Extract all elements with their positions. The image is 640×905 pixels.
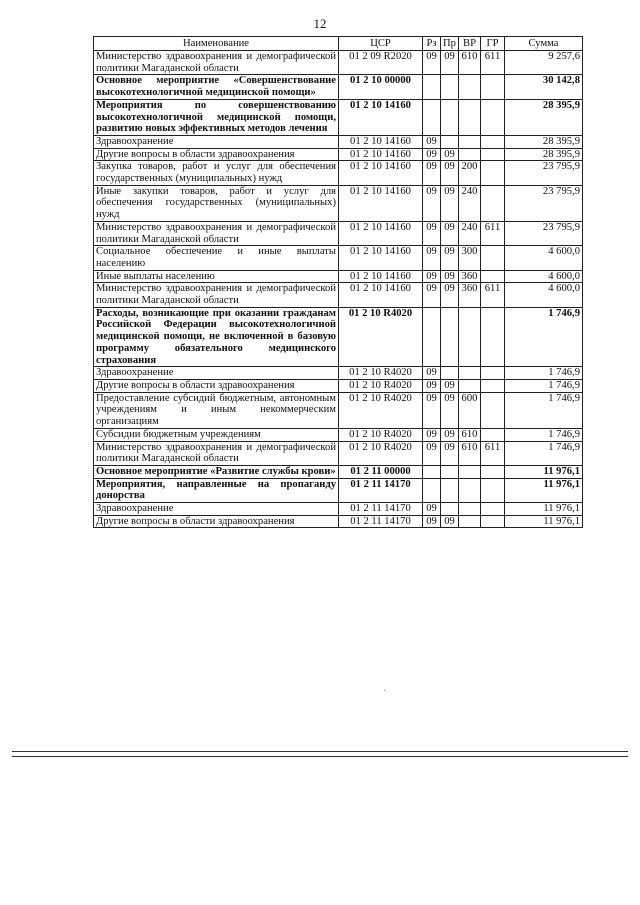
cell-name: Закупка товаров, работ и услуг для обеспечения государственных (муниципальных) нужд <box>94 161 339 185</box>
cell-sum: 1 746,9 <box>505 307 583 367</box>
cell-sum: 23 795,9 <box>505 185 583 221</box>
cell-vr <box>459 99 481 135</box>
cell-name: Министерство здравоохранения и демографической политики Магаданской области <box>94 441 339 465</box>
cell-csr: 01 2 11 00000 <box>339 465 423 478</box>
cell-pr: 09 <box>441 246 459 270</box>
cell-vr <box>459 379 481 392</box>
table-row <box>94 515 583 528</box>
cell-pr <box>441 99 459 135</box>
cell-vr <box>459 465 481 478</box>
table-row <box>94 392 583 428</box>
cell-pr <box>441 478 459 502</box>
cell-vr: 200 <box>459 161 481 185</box>
cell-vr: 300 <box>459 246 481 270</box>
table-row <box>94 246 583 270</box>
cell-pr <box>441 307 459 367</box>
page-number: 12 <box>313 16 327 31</box>
cell-vr: 240 <box>459 185 481 221</box>
cell-sum: 11 976,1 <box>505 478 583 502</box>
cell-name: Предоставление субсидий бюджетным, автономным учреждениям и иным некоммерческим организациям <box>94 392 339 428</box>
cell-sum: 9 257,6 <box>505 51 583 75</box>
cell-gr <box>481 148 505 161</box>
cell-rz <box>423 99 441 135</box>
cell-sum: 4 600,0 <box>505 246 583 270</box>
header-pr: Пр <box>441 37 459 51</box>
cell-gr <box>481 75 505 99</box>
header-rz: Рз <box>423 37 441 51</box>
cell-sum: 4 600,0 <box>505 283 583 307</box>
cell-vr <box>459 503 481 516</box>
table-row <box>94 99 583 135</box>
table-row <box>94 161 583 185</box>
cell-vr <box>459 367 481 380</box>
cell-rz: 09 <box>423 441 441 465</box>
cell-csr: 01 2 10 R4020 <box>339 367 423 380</box>
cell-name: Министерство здравоохранения и демографической политики Магаданской области <box>94 283 339 307</box>
cell-gr: 611 <box>481 51 505 75</box>
cell-name: Иные закупки товаров, работ и услуг для обеспечения государственных (муниципальных) нужд <box>94 185 339 221</box>
cell-csr: 01 2 10 R4020 <box>339 428 423 441</box>
table-row <box>94 221 583 245</box>
cell-pr: 09 <box>441 185 459 221</box>
header-csr: ЦСР <box>339 37 423 51</box>
cell-name: Мероприятия, направленные на пропаганду донорства <box>94 478 339 502</box>
cell-csr: 01 2 10 14160 <box>339 185 423 221</box>
cell-name: Другие вопросы в области здравоохранения <box>94 515 339 528</box>
cell-pr: 09 <box>441 221 459 245</box>
table-row <box>94 379 583 392</box>
budget-table <box>93 36 583 528</box>
cell-rz <box>423 307 441 367</box>
cell-csr: 01 2 10 00000 <box>339 75 423 99</box>
cell-gr <box>481 379 505 392</box>
cell-csr: 01 2 09 R2020 <box>339 51 423 75</box>
cell-pr <box>441 503 459 516</box>
cell-gr <box>481 392 505 428</box>
cell-csr: 01 2 11 14170 <box>339 503 423 516</box>
cell-sum: 11 976,1 <box>505 465 583 478</box>
cell-csr: 01 2 10 14160 <box>339 246 423 270</box>
cell-pr <box>441 135 459 148</box>
cell-name: Здравоохранение <box>94 135 339 148</box>
cell-gr <box>481 135 505 148</box>
cell-rz: 09 <box>423 515 441 528</box>
table-row <box>94 283 583 307</box>
cell-name: Здравоохранение <box>94 503 339 516</box>
cell-sum: 1 746,9 <box>505 379 583 392</box>
table-row <box>94 428 583 441</box>
cell-vr: 360 <box>459 283 481 307</box>
header-vr: ВР <box>459 37 481 51</box>
cell-vr <box>459 148 481 161</box>
cell-name: Мероприятия по совершенствованию высокотехнологичной медицинской помощи, развитию новых эффективных методов лечения <box>94 99 339 135</box>
cell-gr <box>481 465 505 478</box>
table-row <box>94 307 583 367</box>
cell-sum: 1 746,9 <box>505 428 583 441</box>
cell-gr <box>481 307 505 367</box>
cell-name: Основное мероприятие «Развитие службы крови» <box>94 465 339 478</box>
cell-name: Министерство здравоохранения и демографической политики Магаданской области <box>94 51 339 75</box>
cell-name: Другие вопросы в области здравоохранения <box>94 379 339 392</box>
cell-csr: 01 2 10 14160 <box>339 221 423 245</box>
cell-sum: 11 976,1 <box>505 515 583 528</box>
cell-name: Иные выплаты населению <box>94 270 339 283</box>
cell-rz <box>423 465 441 478</box>
table-row <box>94 478 583 502</box>
cell-gr <box>481 428 505 441</box>
cell-pr: 09 <box>441 148 459 161</box>
header-name: Наименование <box>94 37 339 51</box>
cell-sum: 11 976,1 <box>505 503 583 516</box>
cell-sum: 30 142,8 <box>505 75 583 99</box>
cell-gr <box>481 367 505 380</box>
cell-pr: 09 <box>441 161 459 185</box>
cell-gr <box>481 478 505 502</box>
cell-csr: 01 2 10 14160 <box>339 283 423 307</box>
header-sum: Сумма <box>505 37 583 51</box>
cell-csr: 01 2 11 14170 <box>339 478 423 502</box>
cell-gr <box>481 161 505 185</box>
cell-pr: 09 <box>441 283 459 307</box>
cell-sum: 1 746,9 <box>505 441 583 465</box>
cell-csr: 01 2 10 14160 <box>339 270 423 283</box>
cell-gr <box>481 270 505 283</box>
cell-gr <box>481 246 505 270</box>
cell-csr: 01 2 10 R4020 <box>339 307 423 367</box>
cell-gr <box>481 185 505 221</box>
table-row <box>94 51 583 75</box>
cell-rz: 09 <box>423 51 441 75</box>
header-gr: ГР <box>481 37 505 51</box>
cell-name: Субсидии бюджетным учреждениям <box>94 428 339 441</box>
cell-csr: 01 2 11 14170 <box>339 515 423 528</box>
cell-pr <box>441 465 459 478</box>
cell-pr: 09 <box>441 441 459 465</box>
table-row <box>94 441 583 465</box>
cell-pr: 09 <box>441 515 459 528</box>
cell-vr <box>459 515 481 528</box>
cell-vr: 240 <box>459 221 481 245</box>
cell-rz: 09 <box>423 221 441 245</box>
table-row <box>94 75 583 99</box>
cell-vr <box>459 135 481 148</box>
cell-rz: 09 <box>423 428 441 441</box>
table-row <box>94 135 583 148</box>
cell-csr: 01 2 10 R4020 <box>339 392 423 428</box>
cell-rz: 09 <box>423 367 441 380</box>
scan-speck <box>384 690 385 691</box>
table-row <box>94 148 583 161</box>
footer-rule-top <box>12 751 628 752</box>
cell-rz <box>423 478 441 502</box>
cell-rz: 09 <box>423 379 441 392</box>
table-row <box>94 270 583 283</box>
cell-pr: 09 <box>441 379 459 392</box>
cell-pr: 09 <box>441 392 459 428</box>
cell-rz: 09 <box>423 135 441 148</box>
cell-vr: 600 <box>459 392 481 428</box>
cell-csr: 01 2 10 14160 <box>339 148 423 161</box>
cell-sum: 28 395,9 <box>505 148 583 161</box>
table-header-row <box>94 37 583 51</box>
cell-vr <box>459 307 481 367</box>
cell-vr: 360 <box>459 270 481 283</box>
cell-rz: 09 <box>423 246 441 270</box>
cell-gr <box>481 503 505 516</box>
cell-csr: 01 2 10 R4020 <box>339 441 423 465</box>
cell-sum: 4 600,0 <box>505 270 583 283</box>
cell-rz: 09 <box>423 161 441 185</box>
cell-gr: 611 <box>481 441 505 465</box>
cell-sum: 28 395,9 <box>505 135 583 148</box>
cell-pr: 09 <box>441 270 459 283</box>
cell-name: Расходы, возникающие при оказании гражданам Российской Федерации высокотехнологичной медицинской помощи, не включенной в базовую программу обязательного медицинского страхования <box>94 307 339 367</box>
cell-rz: 09 <box>423 283 441 307</box>
cell-rz <box>423 75 441 99</box>
table-row <box>94 185 583 221</box>
cell-gr <box>481 99 505 135</box>
table-row <box>94 367 583 380</box>
cell-rz: 09 <box>423 270 441 283</box>
cell-sum: 23 795,9 <box>505 221 583 245</box>
cell-name: Министерство здравоохранения и демографической политики Магаданской области <box>94 221 339 245</box>
cell-pr: 09 <box>441 51 459 75</box>
cell-name: Здравоохранение <box>94 367 339 380</box>
cell-vr: 610 <box>459 51 481 75</box>
cell-vr <box>459 75 481 99</box>
table-row <box>94 503 583 516</box>
cell-sum: 1 746,9 <box>505 367 583 380</box>
cell-csr: 01 2 10 R4020 <box>339 379 423 392</box>
cell-name: Другие вопросы в области здравоохранения <box>94 148 339 161</box>
cell-sum: 1 746,9 <box>505 392 583 428</box>
cell-pr: 09 <box>441 428 459 441</box>
cell-pr <box>441 367 459 380</box>
cell-pr <box>441 75 459 99</box>
table-body <box>94 51 583 528</box>
cell-csr: 01 2 10 14160 <box>339 135 423 148</box>
cell-sum: 28 395,9 <box>505 99 583 135</box>
cell-vr <box>459 478 481 502</box>
cell-gr <box>481 515 505 528</box>
cell-rz: 09 <box>423 148 441 161</box>
cell-csr: 01 2 10 14160 <box>339 161 423 185</box>
cell-vr: 610 <box>459 428 481 441</box>
cell-sum: 23 795,9 <box>505 161 583 185</box>
cell-rz: 09 <box>423 185 441 221</box>
cell-rz: 09 <box>423 503 441 516</box>
cell-csr: 01 2 10 14160 <box>339 99 423 135</box>
footer-rule-bottom <box>12 756 628 757</box>
cell-name: Социальное обеспечение и иные выплаты населению <box>94 246 339 270</box>
cell-name: Основное мероприятие «Совершенствование высокотехнологичной медицинской помощи» <box>94 75 339 99</box>
cell-vr: 610 <box>459 441 481 465</box>
table-row <box>94 465 583 478</box>
cell-gr: 611 <box>481 221 505 245</box>
cell-rz: 09 <box>423 392 441 428</box>
cell-gr: 611 <box>481 283 505 307</box>
